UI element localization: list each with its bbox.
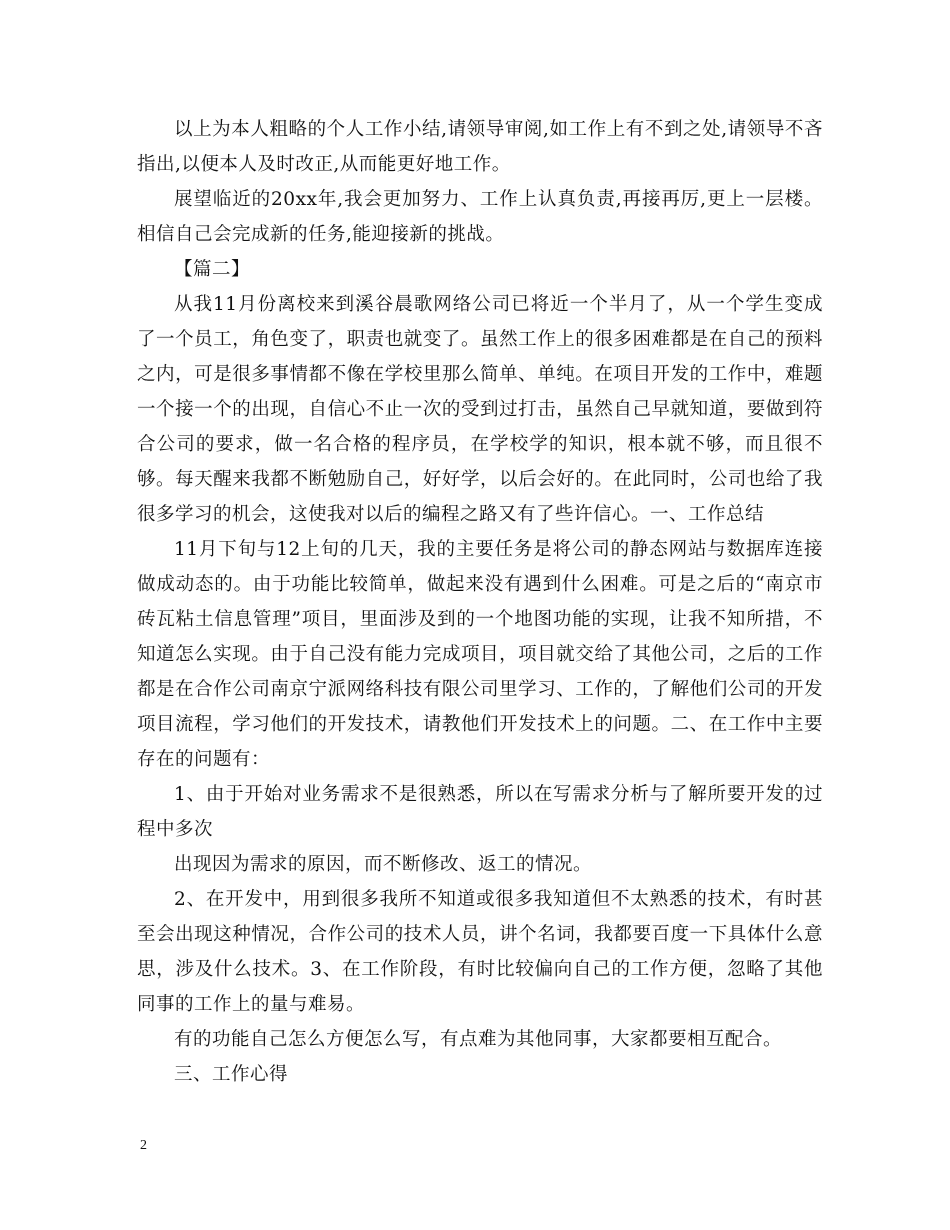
page-number: 2 <box>140 1138 147 1153</box>
section-heading-work-experience: 三、工作心得 <box>174 1064 289 1085</box>
paragraph-problem-two-three: 2、在开发中，用到很多我所不知道或很多我知道但不太熟悉的技术，有时甚至会出现这种情况，合作公司的技术人员，讲个名词，我都要百度一下具体什么意思，涉及什么技术。3、在工作阶段，有时比较偏向自己的工作方便，忽略了其他同事的工作上的量与难易。 <box>137 889 823 1015</box>
paragraph-outlook: 展望临近的20xx年,我会更加努力、工作上认真负责,再接再厉,更上一层楼。相信自己会完成新的任务,能迎接新的挑战。 <box>137 189 823 245</box>
paragraph-cooperation: 有的功能自己怎么方便怎么写，有点难为其他同事，大家都要相互配合。 <box>174 1029 783 1050</box>
document-body <box>137 112 823 1092</box>
section-heading-part-two: 【篇二】 <box>174 259 251 280</box>
paragraph-problem-one-continued: 出现因为需求的原因，而不断修改、返工的情况。 <box>174 854 593 875</box>
paragraph-summary-closing: 以上为本人粗略的个人工作小结,请领导审阅,如工作上有不到之处,请领导不吝指出,以便本人及时改正,从而能更好地工作。 <box>137 119 823 175</box>
paragraph-work-summary: 11月下旬与12上旬的几天，我的主要任务是将公司的静态网站与数据库连接做成动态的。由于功能比较简单，做起来没有遇到什么困难。可是之后的“南京市砖瓦粘土信息管理”项目，里面涉及到的一个地图功能的实现，让我不知所措，不知道怎么实现。由于自己没有能力完成项目，项目就交给了其他公司，之后的工作都是在合作公司南京宁派网络科技有限公司里学习、工作的，了解他们公司的开发项目流程，学习他们的开发技术，请教他们开发技术上的问题。二、在工作中主要存在的问题有： <box>137 539 823 770</box>
paragraph-introduction: 从我11月份离校来到溪谷晨歌网络公司已将近一个半月了，从一个学生变成了一个员工，角色变了，职责也就变了。虽然工作上的很多困难都是在自己的预料之内，可是很多事情都不像在学校里那么简单、单纯。在项目开发的工作中，难题一个接一个的出现，自信心不止一次的受到过打击，虽然自己早就知道，要做到符合公司的要求，做一名合格的程序员，在学校学的知识，根本就不够，而且很不够。每天醒来我都不断勉励自己，好好学，以后会好的。在此同时，公司也给了我很多学习的机会，这使我对以后的编程之路又有了些许信心。一、工作总结 <box>137 294 823 525</box>
paragraph-problem-one: 1、由于开始对业务需求不是很熟悉，所以在写需求分析与了解所要开发的过程中多次 <box>137 784 823 840</box>
